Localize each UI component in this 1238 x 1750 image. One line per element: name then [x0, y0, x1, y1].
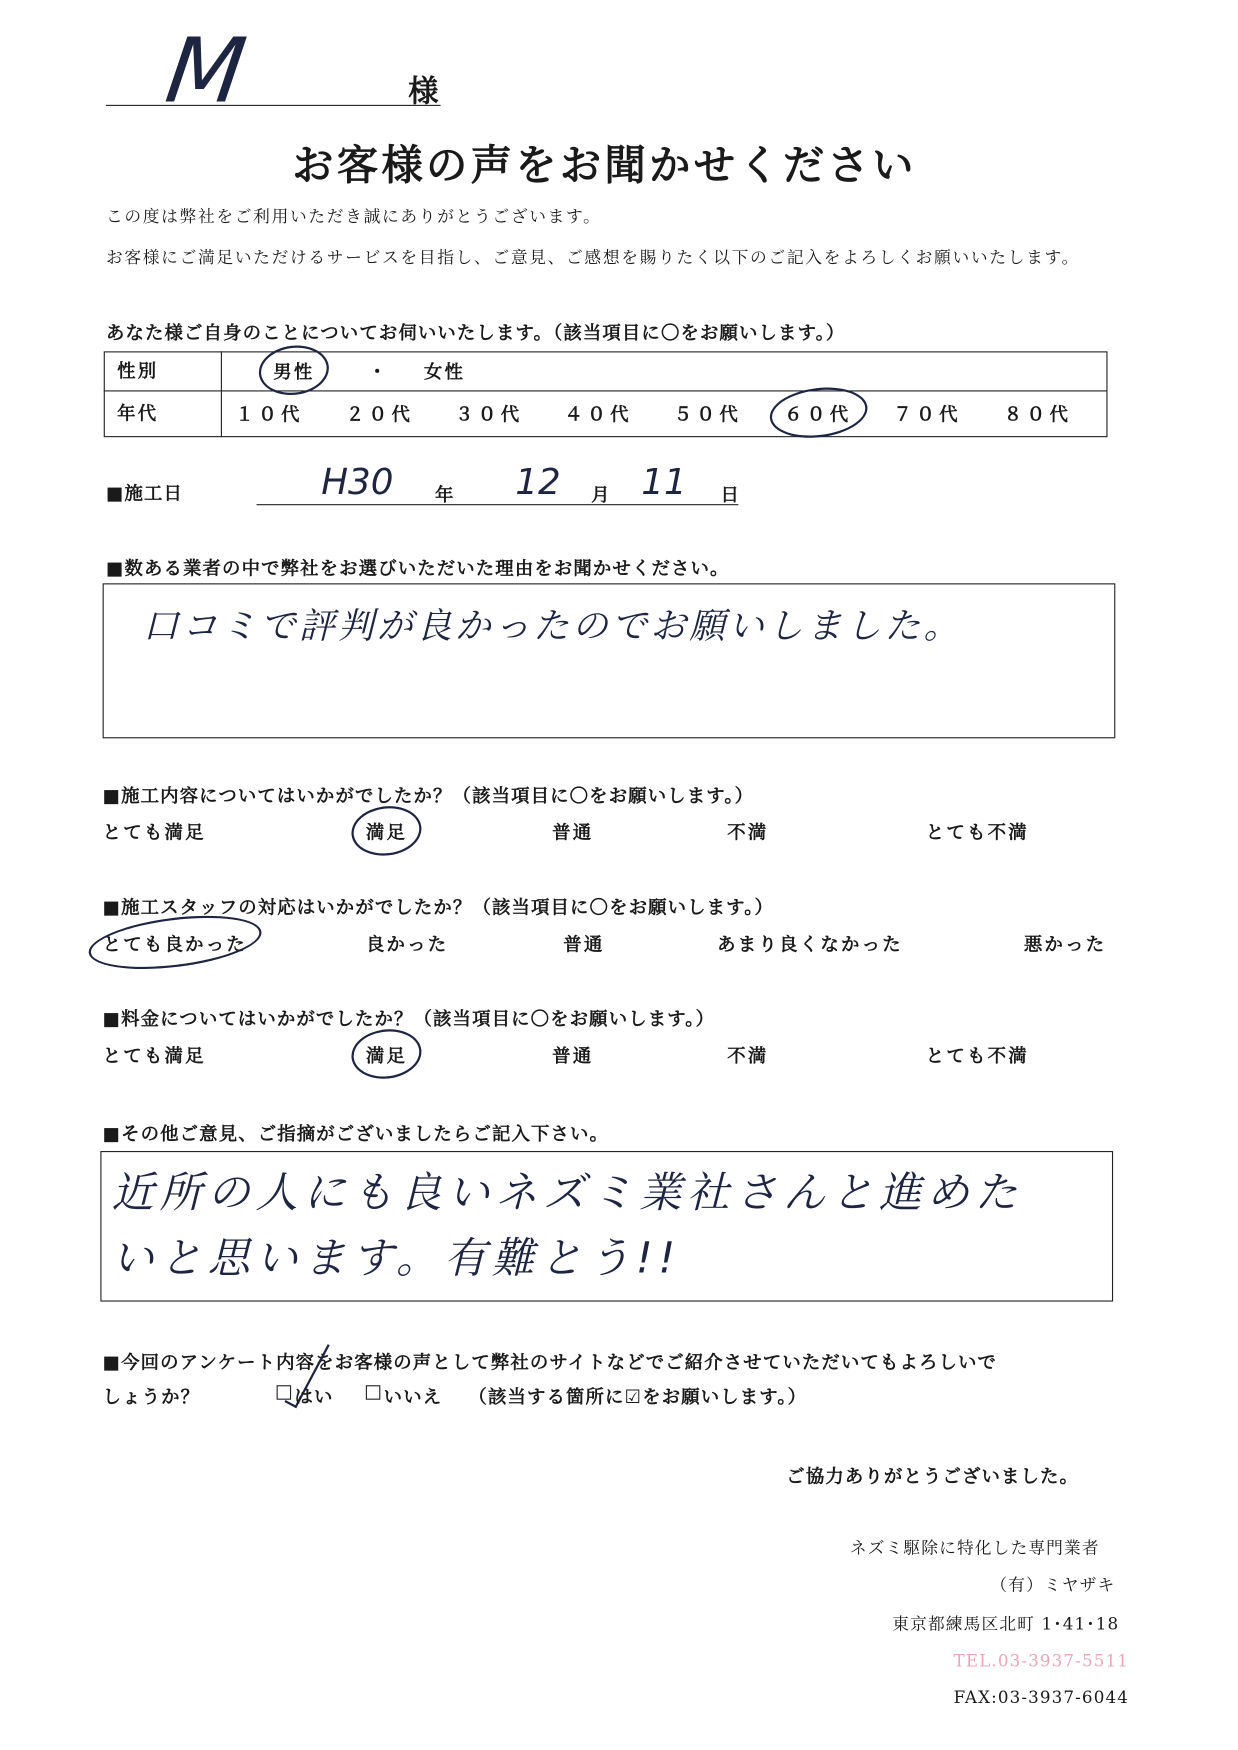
gender-option-female[interactable]: 女性: [423, 361, 466, 383]
rating-option[interactable]: 悪かった: [1023, 933, 1107, 955]
construction-date-line: [257, 504, 739, 505]
rating-option[interactable]: 良かった: [365, 933, 449, 955]
rating-option[interactable]: 普通: [552, 821, 594, 844]
rating-option[interactable]: 不満: [727, 1045, 769, 1067]
reason-question: ■数ある業者の中で弊社をお選びいただいた理由をお聞かせください。: [105, 557, 730, 579]
page-title: お客様の声をお聞かせください: [292, 141, 917, 190]
construction-date-label: ■施工日: [105, 482, 184, 505]
age-option[interactable]: ７０代: [893, 403, 962, 425]
rating-option[interactable]: 普通: [552, 1045, 594, 1067]
rating-question: ■料金についてはいかがでしたか？（該当項目に〇をお願いします。）: [102, 1008, 716, 1030]
gender-label: 性別: [117, 360, 159, 382]
table-divider: [104, 390, 1108, 391]
age-option[interactable]: ６０代: [784, 399, 853, 426]
profile-heading: あなた様ご自身のことについてお伺いいたします。（該当項目に〇をお願いします。）: [105, 322, 846, 344]
thanks-message: ご協力ありがとうございました。: [786, 1465, 1080, 1487]
table-divider: [221, 351, 222, 437]
gender-separator: ・: [368, 361, 389, 383]
rating-option[interactable]: 不満: [727, 821, 769, 844]
company-name: （有）ミヤザキ: [990, 1574, 1116, 1595]
rating-option[interactable]: とても満足: [102, 821, 206, 844]
consent-question: しょうか？: [102, 1386, 201, 1408]
intro-line: この度は弊社をご利用いただき誠にありがとうございます。: [105, 206, 602, 227]
rating-option[interactable]: とても不満: [925, 821, 1029, 844]
comments-answer-handwritten: いと思います。有難とう!!: [111, 1233, 681, 1283]
age-option[interactable]: ２０代: [345, 403, 415, 425]
reason-answer-handwritten: 口コミで評判が良かったのでお願いしました。: [142, 604, 963, 647]
rating-question: ■施工内容についてはいかがでしたか？（該当項目に〇をお願いします。）: [102, 785, 755, 807]
age-option[interactable]: ５０代: [673, 403, 743, 425]
construction-day-handwritten[interactable]: 11: [641, 460, 687, 504]
comments-question: ■その他ご意見、ご指摘がございましたらご記入下さい。: [102, 1123, 610, 1145]
construction-year-handwritten[interactable]: H30: [321, 460, 394, 504]
rating-option[interactable]: とても不満: [925, 1045, 1029, 1067]
rating-price: [0, 1004, 1238, 1071]
age-option[interactable]: １０代: [235, 403, 304, 425]
consent-yes-label: はい: [294, 1386, 334, 1408]
rating-option[interactable]: 普通: [563, 933, 605, 955]
gender-option-male[interactable]: 男性: [273, 357, 314, 384]
rating-work-quality: [0, 781, 1238, 848]
consent-no-label: いいえ: [383, 1386, 443, 1408]
rating-option[interactable]: 満足: [366, 1041, 407, 1068]
age-option[interactable]: ３０代: [455, 403, 524, 425]
rating-option[interactable]: 満足: [366, 818, 407, 845]
consent-question: ■今回のアンケート内容をお客様の声として弊社のサイトなどでご紹介させていただいてもよろしいで: [102, 1351, 998, 1373]
month-unit: 月: [591, 484, 611, 506]
customer-honorific: 様: [408, 74, 439, 110]
consent-no-checkbox[interactable]: [366, 1385, 380, 1399]
consent-yes-checkbox[interactable]: [277, 1385, 291, 1399]
customer-name-line: [106, 105, 441, 106]
consent-instruction: （該当する箇所に☑をお願いします。）: [468, 1386, 808, 1408]
age-option[interactable]: ４０代: [564, 403, 633, 425]
company-address: 東京都練馬区北町 1･41･18: [892, 1613, 1120, 1634]
rating-option[interactable]: とても良かった: [103, 929, 247, 956]
rating-option[interactable]: とても満足: [102, 1045, 206, 1067]
intro-line: お客様にご満足いただけるサービスを目指し、ご意見、ご感想を賜りたく以下のご記入をよろしくお願いいたします。: [105, 247, 1080, 268]
company-tagline: ネズミ駆除に特化した専門業者: [849, 1538, 1100, 1559]
construction-month-handwritten[interactable]: 12: [515, 460, 561, 504]
age-option[interactable]: ８０代: [1003, 403, 1073, 425]
day-unit: 日: [720, 484, 741, 506]
year-unit: 年: [434, 484, 455, 506]
rating-staff: [0, 892, 1238, 959]
age-label: 年代: [117, 402, 159, 424]
comments-answer-handwritten: 近所の人にも良いネズミ業社さんと進めた: [111, 1167, 1023, 1217]
rating-question: ■施工スタッフの対応はいかがでしたか？（該当項目に〇をお願いします。）: [102, 896, 775, 918]
company-fax: FAX:03-3937-6044: [953, 1687, 1129, 1708]
rating-option[interactable]: あまり良くなかった: [717, 933, 903, 955]
customer-name-handwritten[interactable]: M: [160, 18, 252, 123]
company-tel: TEL.03-3937-5511: [953, 1650, 1130, 1671]
